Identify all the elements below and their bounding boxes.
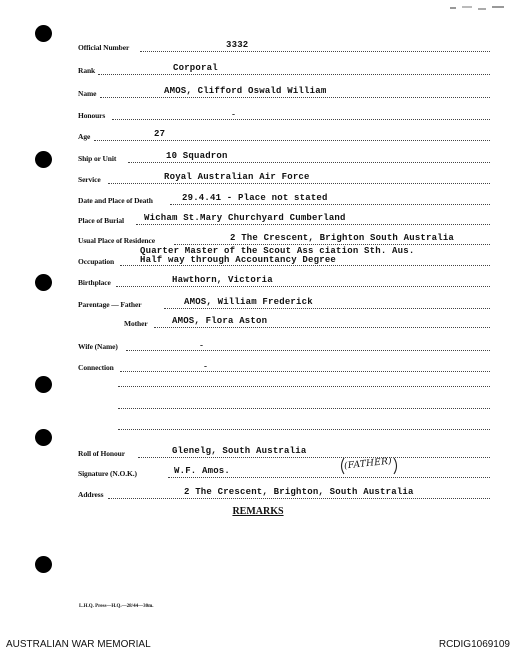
value-father: AMOS, William Frederick [184,297,313,307]
value-official-number: 3332 [226,40,249,50]
punch-hole [35,556,52,573]
label-mother: Mother [124,319,148,328]
field-mother [124,314,490,330]
blank-line [118,408,490,409]
punch-hole [35,151,52,168]
value-wife: - [200,340,203,350]
field-honours [78,106,490,122]
value-occupation-line2: Half way through Accountancy Degree [140,255,337,265]
field-father [78,295,490,311]
field-address [78,485,490,501]
label-roll-of-honour: Roll of Honour [78,449,125,458]
value-occupation-line1: Quarter Master of the Scout Ass ciation Sth. Aus. [140,246,415,256]
value-burial: Wicham St.Mary Churchyard Cumberland [144,213,346,223]
field-name [78,84,490,100]
field-ship-unit [78,149,490,165]
blank-line [118,429,490,430]
value-death: 29.4.41 - Place not stated [182,193,328,203]
value-signature: W.F. Amos. [174,466,231,476]
label-rank: Rank [78,66,96,75]
label-name: Name [78,89,97,98]
value-age: 27 [154,129,166,139]
value-rank: Corporal [173,63,218,73]
punch-hole [35,274,52,291]
value-mother: AMOS, Flora Aston [172,316,268,326]
blank-line [118,386,490,387]
field-signature [78,464,490,480]
value-service: Royal Australian Air Force [164,172,310,182]
value-honours: - [232,109,235,119]
value-birthplace: Hawthorn, Victoria [172,275,273,285]
field-birthplace [78,273,490,289]
label-connection: Connection [78,363,114,372]
field-roll-of-honour [78,444,490,460]
footer-left: AUSTRALIAN WAR MEMORIAL [6,638,151,650]
archive-footer [0,635,516,653]
label-father: Parentage — Father [78,300,142,309]
value-connection: - [204,361,207,371]
handwritten-father-annotation [338,456,400,476]
value-name: AMOS, Clifford Oswald William [164,86,327,96]
father-annotation-text: (FATHER) [343,456,393,472]
scan-noise-mark [448,4,508,14]
label-burial: Place of Burial [78,216,124,225]
label-signature: Signature (N.O.K.) [78,469,137,478]
value-residence: 2 The Crescent, Brighton South Australia [230,233,455,243]
printer-code: L.H.Q. Press—H.Q.—28/44—30m. [79,604,154,609]
field-connection [78,358,490,374]
label-residence: Usual Place of Residence [78,236,155,245]
label-honours: Honours [78,111,106,120]
field-residence [78,231,490,247]
label-occupation: Occupation [78,257,115,266]
field-burial [78,211,490,227]
label-birthplace: Birthplace [78,278,111,287]
value-ship-unit: 10 Squadron [166,151,228,161]
label-service: Service [78,175,101,184]
field-official-number [78,38,490,54]
remarks-heading: REMARKS [232,506,284,517]
label-ship-unit: Ship or Unit [78,154,117,163]
field-service [78,170,490,186]
punch-hole [35,429,52,446]
label-wife: Wife (Name) [78,342,118,351]
punch-hole [35,376,52,393]
field-rank [78,61,490,77]
label-death: Date and Place of Death [78,196,153,205]
field-death [78,191,490,207]
label-official-number: Official Number [78,43,130,52]
value-roll-of-honour: Glenelg, South Australia [172,446,307,456]
value-address: 2 The Crescent, Brighton, South Australia [184,487,414,497]
field-age [78,127,490,143]
field-occupation [78,246,490,268]
label-address: Address [78,490,104,499]
field-wife [78,337,490,353]
label-age: Age [78,132,91,141]
punch-hole [35,25,52,42]
footer-right: RCDIG1069109 [438,638,510,650]
